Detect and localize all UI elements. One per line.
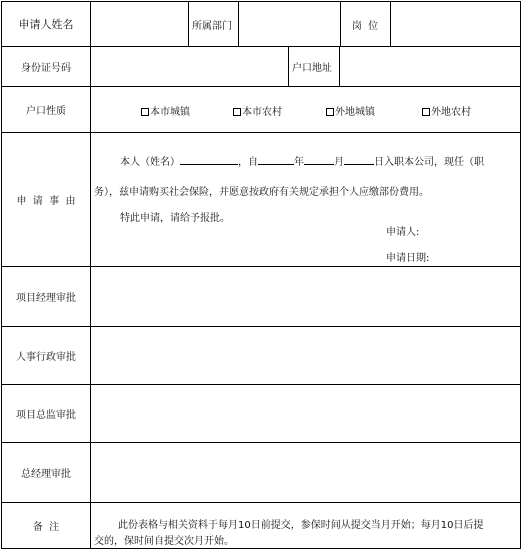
department-label: 所属部门: [192, 20, 232, 32]
name-prefix-text: 本人（姓名）: [120, 157, 180, 168]
hukou-option-urban-nonlocal[interactable]: [326, 103, 375, 118]
day-blank[interactable]: [344, 155, 374, 165]
hukou-option-rural-nonlocal[interactable]: [422, 103, 471, 118]
general-manager-approval-field[interactable]: [91, 443, 520, 502]
project-manager-approval-field[interactable]: [91, 267, 520, 326]
hr-admin-approval-field[interactable]: [91, 327, 520, 384]
general-manager-approval-label: 总经理审批: [21, 468, 71, 480]
option-label: 本市农村: [242, 107, 282, 118]
application-date-label: 申请日期:: [386, 253, 430, 264]
month-blank[interactable]: [304, 155, 334, 165]
project-manager-approval-label: 项目经理审批: [16, 292, 76, 304]
checkbox-icon[interactable]: [233, 108, 241, 116]
option-label: 外地城镇: [335, 107, 375, 118]
applicant-sign-label: 申请人:: [386, 227, 420, 238]
social-insurance-application-form: [1, 1, 521, 549]
option-label: 外地农村: [431, 107, 471, 118]
remarks-label: 备 注: [32, 521, 60, 533]
department-field[interactable]: [239, 2, 340, 46]
year-blank[interactable]: [258, 155, 294, 165]
applicant-name-field[interactable]: [91, 2, 188, 46]
hukou-option-rural-local[interactable]: [233, 103, 282, 118]
join-text: 日入职本公司，现任（职: [374, 157, 484, 168]
remarks-line-2: 交的，保时间自提交次月开始。: [94, 536, 234, 547]
from-text: ，自: [238, 157, 258, 168]
name-blank[interactable]: [180, 155, 238, 165]
application-reason-label: 申 请 事 由: [16, 195, 76, 207]
hr-admin-approval-label: 人事行政审批: [16, 351, 76, 363]
checkbox-icon[interactable]: [422, 108, 430, 116]
remarks-line-1: 此份表格与相关资料于每月10日前提交，参保时间从提交当月开始；每月10日后提: [118, 520, 484, 531]
checkbox-icon[interactable]: [141, 108, 149, 116]
month-text: 月: [334, 157, 344, 168]
checkbox-icon[interactable]: [326, 108, 334, 116]
applicant-name-label: 申请人姓名: [18, 18, 74, 31]
hukou-type-label: 户口性质: [26, 105, 66, 117]
hukou-option-urban-local[interactable]: [141, 103, 190, 118]
id-number-label: 身份证号码: [21, 62, 71, 74]
option-label: 本市城镇: [150, 107, 190, 118]
hukou-address-label: 户口地址: [292, 62, 332, 74]
reason-line-2: 务），兹申请购买社会保险，并愿意按政府有关规定承担个人应缴部份费用。: [94, 187, 429, 198]
id-number-field[interactable]: [91, 46, 288, 86]
year-text: 年: [294, 157, 304, 168]
hukou-address-field[interactable]: [340, 46, 520, 86]
reason-line-3: 特此申请，请给予报批。: [120, 213, 230, 224]
project-director-approval-label: 项目总监审批: [16, 409, 76, 421]
project-director-approval-field[interactable]: [91, 385, 520, 442]
position-label: 岗 位: [351, 20, 379, 32]
position-field[interactable]: [391, 2, 520, 46]
reason-line-1: [120, 153, 484, 168]
